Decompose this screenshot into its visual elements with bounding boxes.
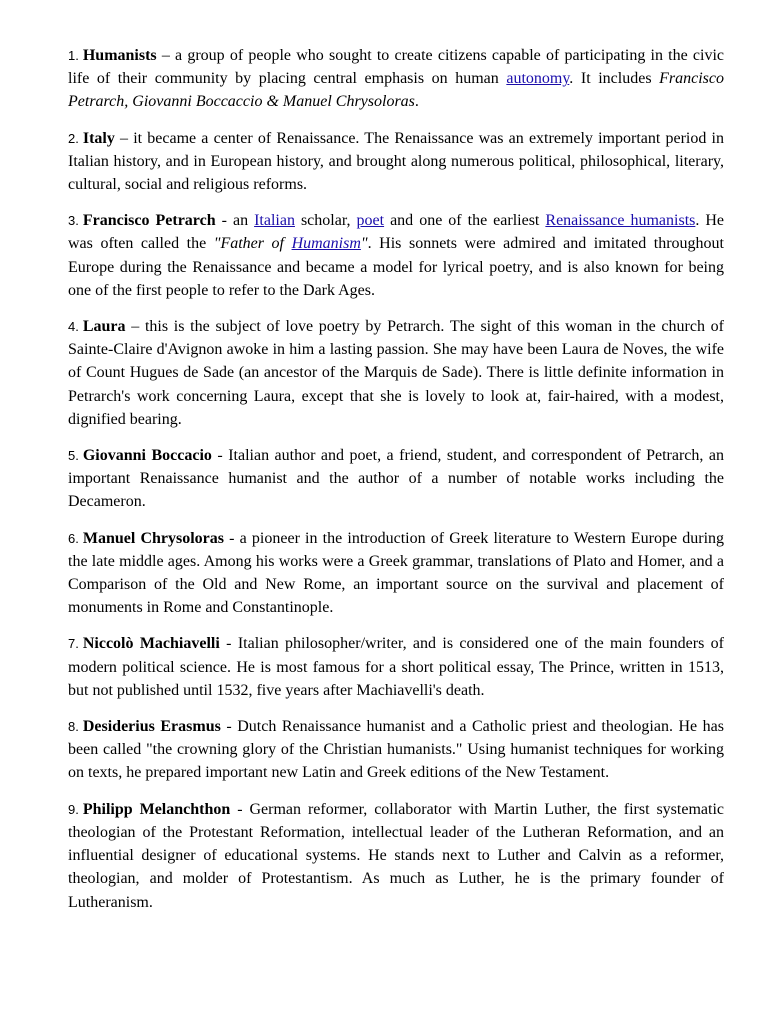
link-poet[interactable]: poet <box>356 212 385 230</box>
entry-text: . He was often called the <box>68 212 725 253</box>
entry-number: 2. <box>68 130 79 146</box>
entry-philipp-melanchthon <box>68 798 724 914</box>
entry-text: – this is the subject of love poetry by Petrarch. The sight of this woman in the church of Sainte-Claire d'Avignon awoke in him a lasting passion. She may have been Laura de Noves, the wife of Count Hugues de Sade (an ancestor of the Marquis de Sade). There is little definite information in Petrarch's work concerning Laura, except that she is lovely to look at, fair-haired, with a modest, dignified bearing. <box>68 318 724 428</box>
entry-italic-quote: "Father of <box>213 235 292 253</box>
entry-text: scholar, <box>294 212 357 230</box>
entry-manuel-chrysoloras <box>68 527 724 620</box>
entry-niccolo-machiavelli <box>68 632 724 702</box>
entry-text: - Italian author and poet, a friend, student, and correspondent of Petrarch, an important Renaissance humanist and the author of a number of notable works including the Decameron. <box>68 447 724 511</box>
entry-term: Giovanni Boccacio <box>82 447 212 465</box>
document-page <box>68 44 724 927</box>
entry-text: - German reformer, collaborator with Martin Luther, the first systematic theologian of the Protestant Reformation, intellectual leader of the Lutheran Reformation, and an influential designer of educational systems. He stands next to Luther and Calvin as a reformer, theologian, and molder of Protestantism. As much as Luther, he is the primary founder of Lutheranism. <box>68 800 724 911</box>
entry-number: 1. <box>68 48 79 63</box>
entry-number: 5. <box>68 448 79 464</box>
entry-term: Niccolò Machiavelli <box>82 635 220 653</box>
entry-humanists <box>68 44 724 114</box>
entry-text: - Dutch Renaissance humanist and a Catholic priest and theologian. He has been called "the crowning glory of the Christian humanists." Using humanist techniques for working on texts, he prepared important new Latin and Greek editions of the New Testament. <box>68 718 725 782</box>
link-humanism[interactable]: Humanism <box>291 235 361 253</box>
entry-term: Italy <box>82 129 115 147</box>
entry-text: - Italian philosopher/writer, and is considered one of the main founders of modern political science. He is most famous for a short political essay, The Prince, written in 1513, but not published until 1532, five years after Machiavelli's death. <box>68 635 725 699</box>
entry-number: 3. <box>68 213 79 229</box>
entry-desiderius-erasmus <box>68 715 724 785</box>
entry-term: Desiderius Erasmus <box>82 718 221 736</box>
entry-text: - an <box>215 212 255 230</box>
entry-text: – it became a center of Renaissance. The Renaissance was an extremely important period in Italian history, and in European history, and brought along numerous political, philosophical, literary, cultural, social and religious reforms. <box>68 129 724 194</box>
entry-term: Humanists <box>82 47 157 64</box>
entry-number: 8. <box>68 719 79 735</box>
entry-term: Laura <box>82 318 126 336</box>
entry-laura <box>68 315 724 431</box>
entry-text: - a pioneer in the introduction of Greek literature to Western Europe during the late middle ages. Among his works were a Greek grammar, translations of Plato and Homer, and a Comparison of the Old and New Rome, an important source on the survival and placement of monuments in Rome and Constantinople. <box>68 529 725 617</box>
entry-term: Philipp Melanchthon <box>82 800 231 818</box>
entry-francisco-petrarch <box>68 209 724 302</box>
entry-text: . His sonnets were admired and imitated throughout Europe during the Renaissance and became a model for lyrical poetry, and is also known for being one of the first people to refer to the Dark Ages. <box>68 235 725 299</box>
entry-term: Manuel Chrysoloras <box>82 529 225 547</box>
link-italian[interactable]: Italian <box>254 212 295 230</box>
link-renaissance-humanists[interactable]: Renaissance humanists <box>545 212 696 230</box>
entry-number: 9. <box>68 801 79 817</box>
entry-italic-names: Francisco Petrarch, Giovanni Boccaccio & Manuel Chrysoloras <box>68 70 724 111</box>
entry-text: – a group of people who sought to create citizens capable of participating in the civic life of their community by placing central emphasis on human <box>68 47 724 88</box>
entry-italic-quote-close: " <box>360 235 368 253</box>
entry-italy <box>68 127 724 197</box>
entry-text: . <box>414 93 419 111</box>
entry-number: 6. <box>68 530 79 546</box>
entry-number: 4. <box>68 319 79 335</box>
entry-number: 7. <box>68 636 79 652</box>
entry-term: Francisco Petrarch <box>82 212 216 230</box>
entry-text: and one of the earliest <box>384 212 546 230</box>
entry-text: . It includes <box>569 70 660 88</box>
link-autonomy[interactable]: autonomy <box>506 70 570 88</box>
entry-giovanni-boccacio <box>68 444 724 514</box>
